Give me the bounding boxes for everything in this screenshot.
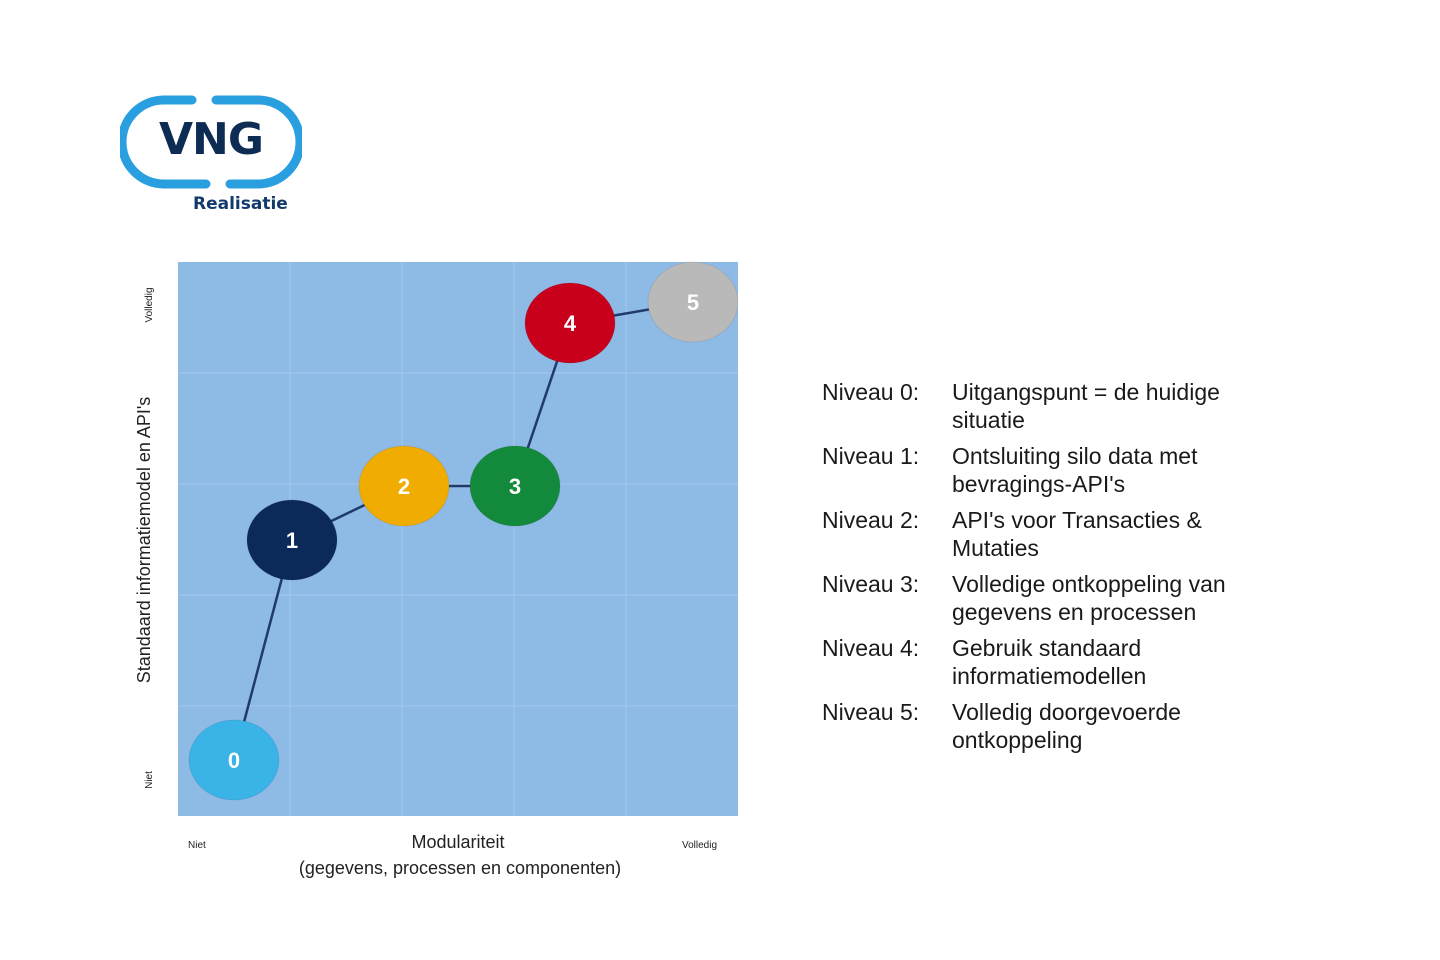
level-node-label: 0 [227, 748, 241, 773]
y-axis-label: Standaard informatiemodel en API's [134, 396, 154, 684]
x-axis-low: Niet [188, 840, 206, 851]
logo-subtitle: Realisatie [193, 194, 288, 214]
legend-row [822, 378, 1292, 434]
level-node-2 [359, 446, 449, 526]
level-node-1 [247, 500, 337, 580]
level-node-3 [470, 446, 560, 526]
legend-key: Niveau 2: [822, 507, 920, 533]
legend-row [822, 570, 1292, 626]
legend-row [822, 442, 1292, 498]
legend-key: Niveau 5: [822, 699, 920, 725]
logo-word: VNG [159, 114, 263, 165]
level-node-label: 3 [508, 474, 522, 499]
x-axis-label: Modulariteit [411, 832, 505, 852]
legend-row [822, 506, 1292, 562]
level-node-label: 2 [397, 474, 411, 499]
legend-row [822, 634, 1292, 690]
legend-text: Gebruik standaard informatiemodellen [952, 635, 1147, 689]
y-axis-high: Volledig [144, 287, 155, 323]
legend-key: Niveau 0: [822, 379, 920, 405]
level-node-0 [189, 720, 279, 800]
level-node-5 [648, 262, 738, 342]
y-axis-low: Niet [144, 771, 155, 789]
legend-row [822, 698, 1292, 754]
legend-text: Volledige ontkoppeling van gegevens en processen [952, 571, 1226, 625]
level-node-4 [525, 283, 615, 363]
legend-text: Ontsluiting silo data met bevragings-API's [952, 443, 1198, 497]
legend-text: Volledig doorgevoerde ontkoppeling [952, 699, 1181, 753]
level-node-label: 5 [686, 290, 700, 315]
level-legend [822, 378, 1292, 762]
legend-key: Niveau 3: [822, 571, 920, 597]
vng-logo [120, 92, 302, 218]
maturity-diagram [120, 250, 760, 900]
level-node-label: 1 [285, 528, 299, 553]
legend-key: Niveau 4: [822, 635, 920, 661]
legend-text: API's voor Transacties & Mutaties [952, 507, 1202, 561]
x-axis-sublabel: (gegevens, processen en componenten) [298, 858, 622, 878]
legend-text: Uitgangspunt = de huidige situatie [952, 379, 1220, 433]
legend-key: Niveau 1: [822, 443, 920, 469]
level-node-label: 4 [563, 311, 577, 336]
diagram-canvas [120, 250, 760, 900]
x-axis-high: Volledig [682, 840, 718, 851]
